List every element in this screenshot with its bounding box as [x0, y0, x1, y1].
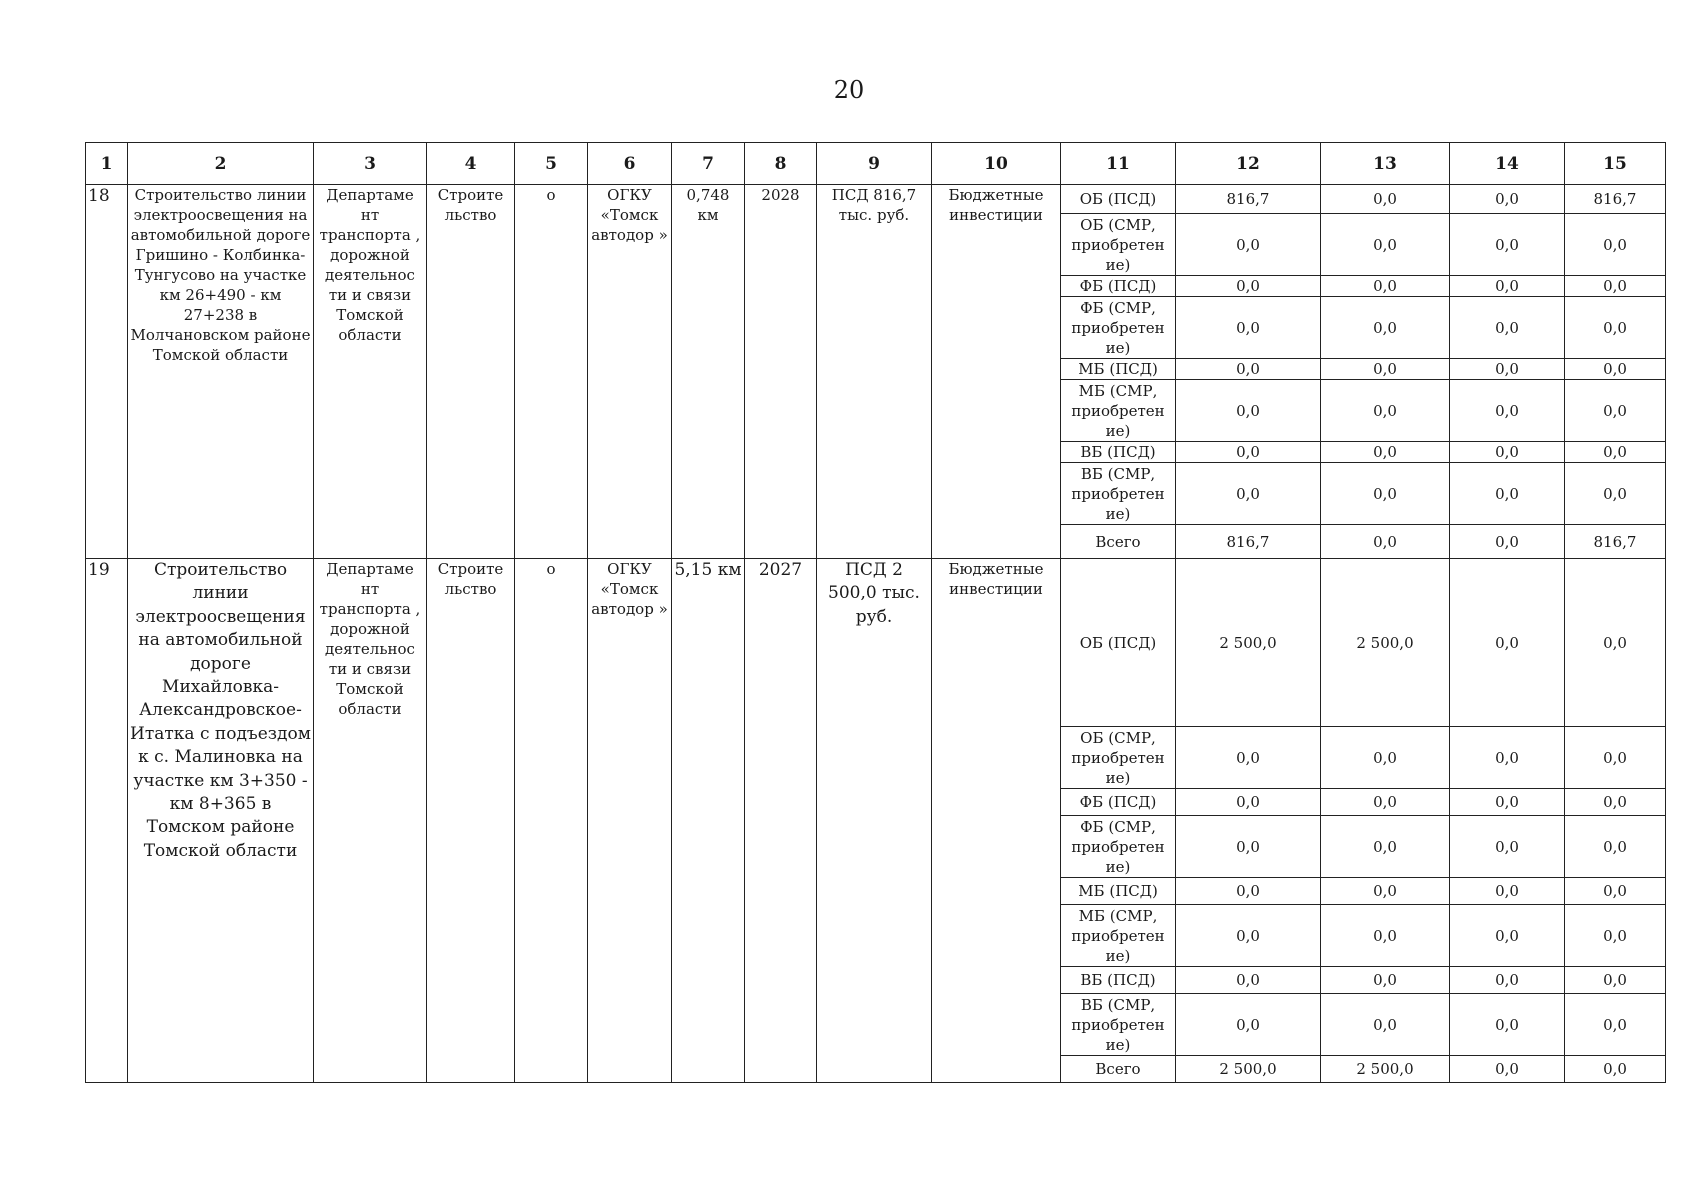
cell-col1: 19	[86, 559, 128, 1083]
value-cell-15: 0,0	[1565, 463, 1666, 525]
table-row	[86, 559, 1666, 727]
value-cell-14: 0,0	[1450, 442, 1565, 463]
source-label: ВБ (СМР, приобретен ие)	[1061, 463, 1176, 525]
value-cell-12: 0,0	[1176, 905, 1321, 967]
source-label: МБ (ПСД)	[1061, 878, 1176, 905]
cell-col3: Департаме нт транспорта , дорожной деятельнос ти и связи Томской области	[314, 559, 427, 1083]
value-cell-13: 2 500,0	[1321, 559, 1450, 727]
value-cell-13: 0,0	[1321, 214, 1450, 276]
header-cell: 2	[128, 143, 314, 185]
value-cell-13: 0,0	[1321, 967, 1450, 994]
source-label: ОБ (СМР, приобретен ие)	[1061, 214, 1176, 276]
value-cell-12: 816,7	[1176, 525, 1321, 559]
value-cell-13: 0,0	[1321, 789, 1450, 816]
value-cell-14: 0,0	[1450, 878, 1565, 905]
value-cell-13: 0,0	[1321, 525, 1450, 559]
cell-col8: 2028	[745, 185, 817, 559]
value-cell-15: 0,0	[1565, 789, 1666, 816]
source-label: ВБ (ПСД)	[1061, 967, 1176, 994]
value-cell-14: 0,0	[1450, 789, 1565, 816]
value-cell-12: 0,0	[1176, 727, 1321, 789]
value-cell-12: 0,0	[1176, 297, 1321, 359]
header-cell: 1	[86, 143, 128, 185]
value-cell-13: 0,0	[1321, 442, 1450, 463]
source-label: Всего	[1061, 525, 1176, 559]
value-cell-15: 0,0	[1565, 559, 1666, 727]
value-cell-14: 0,0	[1450, 559, 1565, 727]
value-cell-12: 2 500,0	[1176, 1056, 1321, 1083]
header-cell: 5	[515, 143, 588, 185]
header-cell: 10	[932, 143, 1061, 185]
header-cell: 6	[588, 143, 672, 185]
cell-col8: 2027	[745, 559, 817, 1083]
cell-col5: о	[515, 559, 588, 1083]
value-cell-15: 816,7	[1565, 525, 1666, 559]
value-cell-15: 0,0	[1565, 214, 1666, 276]
cell-col10: Бюджетные инвестиции	[932, 185, 1061, 559]
value-cell-13: 0,0	[1321, 905, 1450, 967]
value-cell-12: 0,0	[1176, 442, 1321, 463]
source-label: МБ (СМР, приобретен ие)	[1061, 380, 1176, 442]
source-label: Всего	[1061, 1056, 1176, 1083]
value-cell-14: 0,0	[1450, 905, 1565, 967]
source-label: ФБ (СМР, приобретен ие)	[1061, 297, 1176, 359]
value-cell-15: 0,0	[1565, 380, 1666, 442]
value-cell-12: 2 500,0	[1176, 559, 1321, 727]
value-cell-12: 816,7	[1176, 185, 1321, 214]
header-cell: 15	[1565, 143, 1666, 185]
value-cell-15: 0,0	[1565, 905, 1666, 967]
header-cell: 14	[1450, 143, 1565, 185]
value-cell-12: 0,0	[1176, 359, 1321, 380]
value-cell-15: 0,0	[1565, 297, 1666, 359]
cell-col10: Бюджетные инвестиции	[932, 559, 1061, 1083]
value-cell-12: 0,0	[1176, 994, 1321, 1056]
value-cell-12: 0,0	[1176, 878, 1321, 905]
value-cell-15: 0,0	[1565, 442, 1666, 463]
value-cell-13: 0,0	[1321, 727, 1450, 789]
value-cell-12: 0,0	[1176, 214, 1321, 276]
header-cell: 13	[1321, 143, 1450, 185]
header-cell: 8	[745, 143, 817, 185]
source-label: МБ (ПСД)	[1061, 359, 1176, 380]
header-row	[86, 143, 1666, 185]
cell-col7: 0,748 км	[672, 185, 745, 559]
value-cell-15: 0,0	[1565, 276, 1666, 297]
cell-col5: о	[515, 185, 588, 559]
value-cell-15: 0,0	[1565, 1056, 1666, 1083]
source-label: ФБ (ПСД)	[1061, 276, 1176, 297]
value-cell-13: 0,0	[1321, 359, 1450, 380]
value-cell-14: 0,0	[1450, 214, 1565, 276]
value-cell-14: 0,0	[1450, 816, 1565, 878]
cell-col6: ОГКУ «Томск автодор »	[588, 185, 672, 559]
value-cell-14: 0,0	[1450, 463, 1565, 525]
value-cell-12: 0,0	[1176, 816, 1321, 878]
value-cell-15: 0,0	[1565, 359, 1666, 380]
value-cell-12: 0,0	[1176, 967, 1321, 994]
page-number: 20	[833, 76, 865, 104]
header-cell: 12	[1176, 143, 1321, 185]
value-cell-15: 0,0	[1565, 967, 1666, 994]
cell-col3: Департаме нт транспорта , дорожной деятельнос ти и связи Томской области	[314, 185, 427, 559]
value-cell-12: 0,0	[1176, 789, 1321, 816]
value-cell-12: 0,0	[1176, 380, 1321, 442]
value-cell-14: 0,0	[1450, 994, 1565, 1056]
value-cell-14: 0,0	[1450, 525, 1565, 559]
value-cell-13: 0,0	[1321, 463, 1450, 525]
value-cell-15: 0,0	[1565, 816, 1666, 878]
cell-col2: Строительство линии электроосвещения на автомобильной дороге Гришино - Колбинка-Тунгусово на участке км 26+490 - км 27+238 в Молчановском районе Томской области	[128, 185, 314, 559]
value-cell-13: 2 500,0	[1321, 1056, 1450, 1083]
value-cell-13: 0,0	[1321, 816, 1450, 878]
value-cell-13: 0,0	[1321, 878, 1450, 905]
value-cell-15: 0,0	[1565, 878, 1666, 905]
header-cell: 4	[427, 143, 515, 185]
source-label: МБ (СМР, приобретен ие)	[1061, 905, 1176, 967]
value-cell-15: 0,0	[1565, 994, 1666, 1056]
value-cell-12: 0,0	[1176, 463, 1321, 525]
source-label: ВБ (СМР, приобретен ие)	[1061, 994, 1176, 1056]
cell-col7: 5,15 км	[672, 559, 745, 1083]
cell-col4: Строите льство	[427, 559, 515, 1083]
value-cell-14: 0,0	[1450, 185, 1565, 214]
source-label: ОБ (СМР, приобретен ие)	[1061, 727, 1176, 789]
header-cell: 3	[314, 143, 427, 185]
cell-col9: ПСД 2 500,0 тыс. руб.	[817, 559, 932, 1083]
value-cell-13: 0,0	[1321, 297, 1450, 359]
cell-col9: ПСД 816,7 тыс. руб.	[817, 185, 932, 559]
value-cell-14: 0,0	[1450, 297, 1565, 359]
source-label: ФБ (СМР, приобретен ие)	[1061, 816, 1176, 878]
value-cell-14: 0,0	[1450, 967, 1565, 994]
source-label: ФБ (ПСД)	[1061, 789, 1176, 816]
table-body	[86, 185, 1666, 1083]
source-label: ВБ (ПСД)	[1061, 442, 1176, 463]
cell-col6: ОГКУ «Томск автодор »	[588, 559, 672, 1083]
value-cell-13: 0,0	[1321, 994, 1450, 1056]
value-cell-15: 0,0	[1565, 727, 1666, 789]
value-cell-14: 0,0	[1450, 380, 1565, 442]
header-cell: 7	[672, 143, 745, 185]
value-cell-14: 0,0	[1450, 359, 1565, 380]
value-cell-14: 0,0	[1450, 1056, 1565, 1083]
table-row	[86, 185, 1666, 214]
cell-col2: Строительство линии электроосвещения на автомобильной дороге Михайловка-Александровское-Итатка с подъездом к с. Малиновка на участке км 3+350 - км 8+365 в Томском районе Томской области	[128, 559, 314, 1083]
value-cell-15: 816,7	[1565, 185, 1666, 214]
value-cell-13: 0,0	[1321, 185, 1450, 214]
value-cell-12: 0,0	[1176, 276, 1321, 297]
value-cell-14: 0,0	[1450, 276, 1565, 297]
investment-table	[85, 142, 1666, 1083]
value-cell-13: 0,0	[1321, 380, 1450, 442]
value-cell-13: 0,0	[1321, 276, 1450, 297]
value-cell-14: 0,0	[1450, 727, 1565, 789]
cell-col1: 18	[86, 185, 128, 559]
cell-col4: Строите льство	[427, 185, 515, 559]
source-label: ОБ (ПСД)	[1061, 559, 1176, 727]
header-cell: 9	[817, 143, 932, 185]
source-label: ОБ (ПСД)	[1061, 185, 1176, 214]
header-cell: 11	[1061, 143, 1176, 185]
